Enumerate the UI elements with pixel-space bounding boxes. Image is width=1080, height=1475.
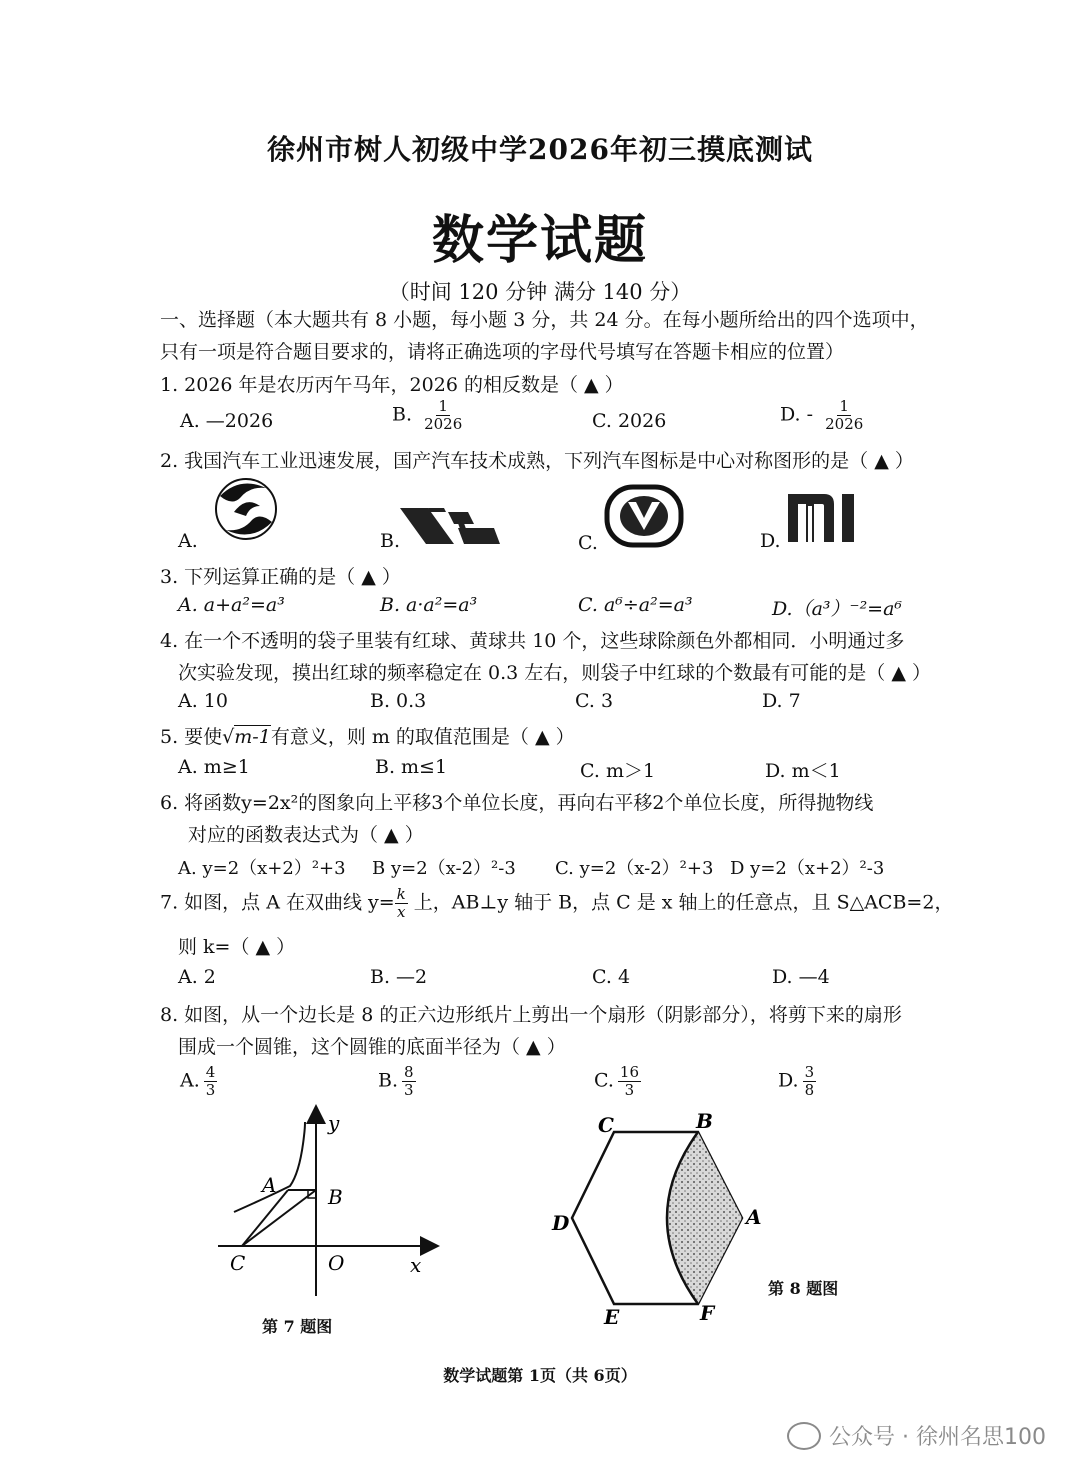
q1-option-c: C. 2026 bbox=[592, 410, 667, 432]
q6-option-c: C. y=2（x-2）²+3 bbox=[555, 858, 714, 879]
q6-option-b: B y=2（x-2）²-3 bbox=[372, 858, 516, 879]
q6-option-a: A. y=2（x+2）²+3 bbox=[178, 858, 346, 879]
label-c: C bbox=[598, 1113, 614, 1137]
watermark-text: 公众号 · 徐州名思100 bbox=[829, 1425, 1046, 1450]
segment-cb bbox=[242, 1190, 316, 1246]
sector-shaded bbox=[667, 1132, 742, 1304]
q2-option-a: A. bbox=[178, 530, 198, 552]
q7-stem-pre: 7. 如图，点 A 在双曲线 y= bbox=[160, 891, 395, 914]
watermark bbox=[787, 1420, 1046, 1451]
q3-stem: 3. 下列运算正确的是（ ▲ ） bbox=[160, 566, 401, 588]
q8-option-d bbox=[778, 1064, 816, 1099]
fraction-denominator: 3 bbox=[624, 1081, 635, 1099]
q5-radicand: m-1 bbox=[234, 726, 271, 748]
fraction-denominator: 3 bbox=[205, 1081, 216, 1099]
q7-stem bbox=[160, 886, 953, 921]
q1-option-a: A. —2026 bbox=[180, 410, 274, 432]
label-o: O bbox=[328, 1251, 345, 1275]
q6-stem-line2: 对应的函数表达式为（ ▲ ） bbox=[188, 824, 424, 846]
q5-stem-post: 有意义，则 m 的取值范围是（ ▲ ） bbox=[270, 726, 575, 748]
figure8-caption: 第 8 题图 bbox=[768, 1279, 839, 1298]
q5-option-a: A. m≥1 bbox=[178, 756, 250, 778]
q7-option-c: C. 4 bbox=[592, 966, 631, 988]
q4-option-a: A. 10 bbox=[178, 690, 228, 712]
q8-option-d-prefix: D. bbox=[778, 1069, 799, 1092]
fraction-denominator: 8 bbox=[804, 1081, 815, 1099]
label-c: C bbox=[230, 1251, 246, 1275]
label-f: F bbox=[700, 1301, 715, 1325]
section-intro-line2: 只有一项是符合题目要求的，请将正确选项的字母代号填写在答题卡相应的位置） bbox=[160, 341, 845, 363]
q7-stem-line2: 则 k=（ ▲ ） bbox=[178, 936, 296, 958]
school-title: 徐州市树人初级中学2026年初三摸底测试 bbox=[267, 133, 813, 166]
fraction-numerator: 1 bbox=[839, 397, 849, 415]
q3-option-b: B. a·a²=a³ bbox=[380, 594, 478, 616]
q2-option-b: B. bbox=[380, 530, 401, 552]
page-footer: 数学试题第 1页（共 6页） bbox=[443, 1366, 637, 1385]
label-x: x bbox=[410, 1253, 422, 1277]
section-intro-line1: 一、选择题（本大题共有 8 小题，每小题 3 分，共 24 分。在每小题所给出的四个选项中， bbox=[160, 309, 929, 331]
fraction-denominator: 2026 bbox=[424, 415, 463, 433]
q4-option-c: C. 3 bbox=[575, 690, 614, 712]
q6-option-d: D y=2（x+2）²-3 bbox=[730, 858, 885, 879]
q3-option-a: A. a+a²=a³ bbox=[178, 594, 285, 616]
q3-option-d: D.（a³）⁻²=a⁶ bbox=[772, 598, 903, 620]
q3-option-c: C. a⁶÷a²=a³ bbox=[578, 594, 693, 616]
q7-option-a: A. 2 bbox=[178, 966, 216, 988]
q8-option-c-prefix: C. bbox=[594, 1069, 614, 1092]
q4-stem-line1: 4. 在一个不透明的袋子里装有红球、黄球共 10 个，这些球除颜色外都相同．小明通过多 bbox=[160, 630, 905, 652]
fraction-numerator: 8 bbox=[404, 1063, 414, 1081]
figure8-diagram bbox=[548, 1108, 778, 1328]
q1-option-d-fraction bbox=[823, 398, 865, 433]
figure7-caption: 第 7 题图 bbox=[262, 1317, 333, 1336]
fraction-denominator: 3 bbox=[404, 1081, 414, 1099]
q2-option-c: C. bbox=[578, 532, 598, 554]
q1-option-b bbox=[392, 398, 464, 433]
logo-a-swirl-icon bbox=[210, 476, 282, 542]
q8-stem-line2: 围成一个圆锥，这个圆锥的底面半径为（ ▲ ） bbox=[178, 1036, 566, 1058]
q1-option-d bbox=[780, 398, 865, 433]
q8-option-b-fraction bbox=[402, 1064, 416, 1099]
logo-d-mi-icon bbox=[786, 492, 858, 544]
q8-option-a-prefix: A. bbox=[180, 1069, 200, 1092]
fraction-denominator: 2026 bbox=[825, 415, 864, 433]
fraction-numerator: 4 bbox=[205, 1063, 216, 1081]
q5-option-d: D. m＜1 bbox=[765, 760, 841, 782]
q7-option-d: D. —4 bbox=[772, 966, 830, 988]
q8-option-c-fraction bbox=[618, 1064, 641, 1099]
q2-option-d: D. bbox=[760, 530, 781, 552]
label-y: y bbox=[328, 1111, 340, 1135]
q8-option-a bbox=[180, 1064, 217, 1099]
q7-stem-post: 上，AB⊥y 轴于 B，点 C 是 x 轴上的任意点，且 S△ACB=2， bbox=[407, 891, 954, 914]
q2-stem: 2. 我国汽车工业迅速发展，国产汽车技术成熟，下列汽车图标是中心对称图形的是（ ▲ ） bbox=[160, 450, 914, 472]
fraction-numerator: 3 bbox=[804, 1063, 815, 1081]
wechat-icon bbox=[787, 1422, 821, 1450]
q7-option-b: B. —2 bbox=[370, 966, 428, 988]
label-d: D bbox=[552, 1211, 570, 1235]
hyperbola-curve bbox=[234, 1122, 305, 1212]
label-e: E bbox=[604, 1305, 620, 1328]
q4-stem-line2: 次实验发现，摸出红球的频率稳定在 0.3 左右，则袋子中红球的个数最有可能的是（ ▲ ） bbox=[178, 662, 931, 684]
q7-fraction bbox=[395, 886, 408, 921]
q4-option-d: D. 7 bbox=[762, 690, 801, 712]
fraction-denominator: x bbox=[396, 903, 406, 921]
q8-stem-line1: 8. 如图，从一个边长是 8 的正六边形纸片上剪出一个扇形（阴影部分），将剪下来的扇形 bbox=[160, 1004, 902, 1026]
q1-option-b-prefix: B. bbox=[392, 403, 413, 426]
subject-title: 数学试题 bbox=[431, 210, 648, 271]
q5-option-b: B. m≤1 bbox=[375, 756, 448, 778]
q5-stem-pre: 5. 要使 bbox=[160, 726, 223, 748]
label-b: B bbox=[696, 1109, 713, 1133]
fraction-numerator: 1 bbox=[438, 397, 448, 415]
sqrt-symbol: √ bbox=[222, 726, 235, 748]
logo-c-shield-icon bbox=[604, 484, 684, 548]
label-b: B bbox=[328, 1185, 343, 1209]
q5-stem bbox=[160, 722, 575, 749]
label-a: A bbox=[262, 1173, 277, 1197]
figure7-diagram bbox=[210, 1100, 450, 1300]
label-a: A bbox=[746, 1205, 762, 1229]
fraction-numerator: 16 bbox=[619, 1063, 639, 1081]
fraction-numerator: k bbox=[396, 885, 406, 903]
q6-stem-line1: 6. 将函数y=2x²的图象向上平移3个单位长度，再向右平移2个单位长度，所得抛物线 bbox=[160, 792, 874, 814]
time-info: （时间 120 分钟 满分 140 分） bbox=[388, 280, 692, 304]
q4-option-b: B. 0.3 bbox=[370, 690, 427, 712]
q8-option-a-fraction bbox=[204, 1064, 218, 1099]
q8-option-c bbox=[594, 1064, 641, 1099]
q1-option-d-prefix: D. - bbox=[780, 403, 814, 426]
q1-stem: 1. 2026 年是农历丙午马年，2026 的相反数是（ ▲ ） bbox=[160, 374, 624, 396]
q8-option-b bbox=[378, 1064, 416, 1099]
logo-b-blocks-icon bbox=[398, 500, 502, 550]
q8-option-b-prefix: B. bbox=[378, 1069, 399, 1092]
q5-option-c: C. m＞1 bbox=[580, 760, 656, 782]
q8-option-d-fraction bbox=[803, 1064, 817, 1099]
q1-option-b-fraction bbox=[422, 398, 464, 433]
